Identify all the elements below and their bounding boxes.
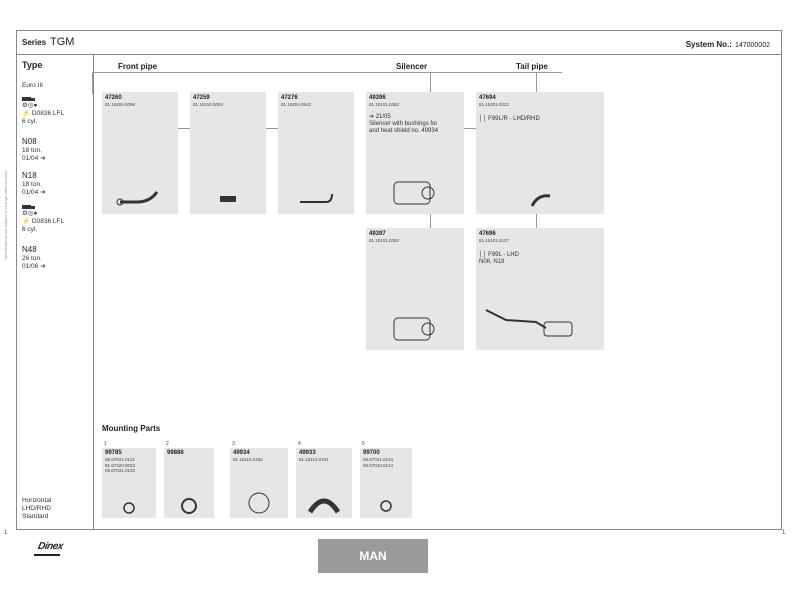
config-footer: Horizontal LHD/RHD Standard (22, 497, 52, 520)
type-heading: Type (22, 60, 43, 70)
hose-clamp-icon (164, 494, 214, 518)
mounting-card-99886[interactable]: 99886 (164, 448, 214, 518)
part-card-47276[interactable]: 47276 81.15204.0542 (278, 92, 354, 214)
model-n48 (22, 246, 46, 271)
part-card-47694[interactable]: 47694 81.15201.0222 ││ F99L/R - LHD/RHD (476, 92, 604, 214)
mounting-card-49933[interactable]: 49933 81.15110.0431 (296, 448, 352, 518)
mounting-card-99785[interactable]: 99785 06.67041.0121 81.97420.0023 06.67041.0133 (102, 448, 156, 518)
page-number-right: 1 (782, 530, 786, 536)
model-n18-date: 01/04 ➔ (22, 189, 46, 196)
series-label: Series (22, 38, 47, 47)
flex-pipe-icon (190, 184, 266, 214)
system-number-label: System No.: (685, 40, 732, 49)
dinex-logo: Dinex (36, 541, 64, 552)
intermediate-pipe-icon (278, 184, 354, 214)
part-card-47259[interactable]: 47259 81.15210.5004 (190, 92, 266, 214)
vertical-note: Specifications are subject to change without notice (3, 170, 8, 260)
mounting-num: 3 (232, 441, 235, 447)
silencer-icon (366, 174, 464, 214)
engine-icon: ⚡ (22, 110, 31, 117)
clamp-icon (102, 496, 156, 518)
brand-tab[interactable]: MAN (318, 539, 428, 573)
mounting-num: 4 (298, 441, 301, 447)
connector-v (430, 72, 431, 94)
engine-block-1 (22, 96, 64, 126)
mounting-card-49934[interactable]: 49934 81.15110.0432 (230, 448, 288, 518)
model-n48-name: N48 (22, 245, 37, 254)
page-number-left: 1 (4, 530, 8, 536)
engine-code-1: ⚙◎● (22, 102, 38, 109)
part-card-47696[interactable]: 47696 81.15101.5127 ││ F99L - LHD N08, N18 (476, 228, 604, 350)
model-n08 (22, 138, 46, 163)
mounting-num: 2 (166, 441, 169, 447)
silencer-icon (366, 310, 464, 350)
model-n08-ton: 18 ton. (22, 147, 42, 154)
connector-v (536, 72, 537, 94)
engine-code-2: ⚙◎● (22, 210, 38, 217)
model-n48-ton: 26 ton. (22, 255, 42, 262)
card-connector (266, 128, 278, 129)
model-n18 (22, 172, 46, 197)
engine-icon: ⚡ (22, 218, 31, 225)
heat-shield-icon (230, 488, 288, 518)
mounting-num: 1 (104, 441, 107, 447)
model-n18-name: N18 (22, 171, 37, 180)
model-n48-date: 01/06 ➔ (22, 263, 46, 270)
card-connector (536, 214, 537, 228)
front-pipe-heading: Front pipe (118, 62, 158, 71)
model-n18-ton: 18 ton. (22, 181, 42, 188)
tail-pipe-assembly-icon (476, 300, 604, 350)
bushing-icon (296, 488, 352, 518)
series-value: TGM (50, 36, 75, 48)
part-card-47260[interactable]: 47260 81.15204.6096 (102, 92, 178, 214)
clamp-icon (360, 494, 412, 518)
logo-underline (34, 554, 60, 556)
mounting-num: 5 (362, 441, 365, 447)
mounting-heading: Mounting Parts (102, 424, 161, 433)
system-number-value: 147000002 (734, 42, 770, 49)
mounting-card-99700[interactable]: 99700 06.67041.0124 06.67043.0124 (360, 448, 412, 518)
card-connector (178, 128, 190, 129)
front-pipe-icon (102, 184, 178, 214)
euro-class: Euro III (22, 82, 43, 89)
part-card-49397[interactable]: 49397 81.15101.0392 (366, 228, 464, 350)
engine-cyl-2: 6 cyl. (22, 226, 38, 233)
part-card-49396[interactable]: 49396 81.15101.0362 ➔ 21/05 Silencer with bushings for and heat shield no. 49934 (366, 92, 464, 214)
tail-pipe-icon (476, 184, 604, 214)
engine-block-2 (22, 204, 64, 234)
header-divider (16, 54, 782, 55)
silencer-heading: Silencer (396, 62, 428, 71)
model-n08-name: N08 (22, 137, 37, 146)
card-connector (430, 214, 431, 228)
engine-model-1: D0836 LFL (31, 110, 65, 117)
engine-model-2: D0836 LFL (31, 218, 65, 225)
engine-cyl-1: 6 cyl. (22, 118, 38, 125)
connector-v (92, 72, 93, 94)
section-connector (92, 72, 562, 73)
system-number (686, 40, 770, 49)
tail-pipe-heading: Tail pipe (516, 62, 548, 71)
card-connector (464, 128, 476, 129)
series-header (22, 36, 74, 48)
model-n08-date: 01/04 ➔ (22, 155, 46, 162)
